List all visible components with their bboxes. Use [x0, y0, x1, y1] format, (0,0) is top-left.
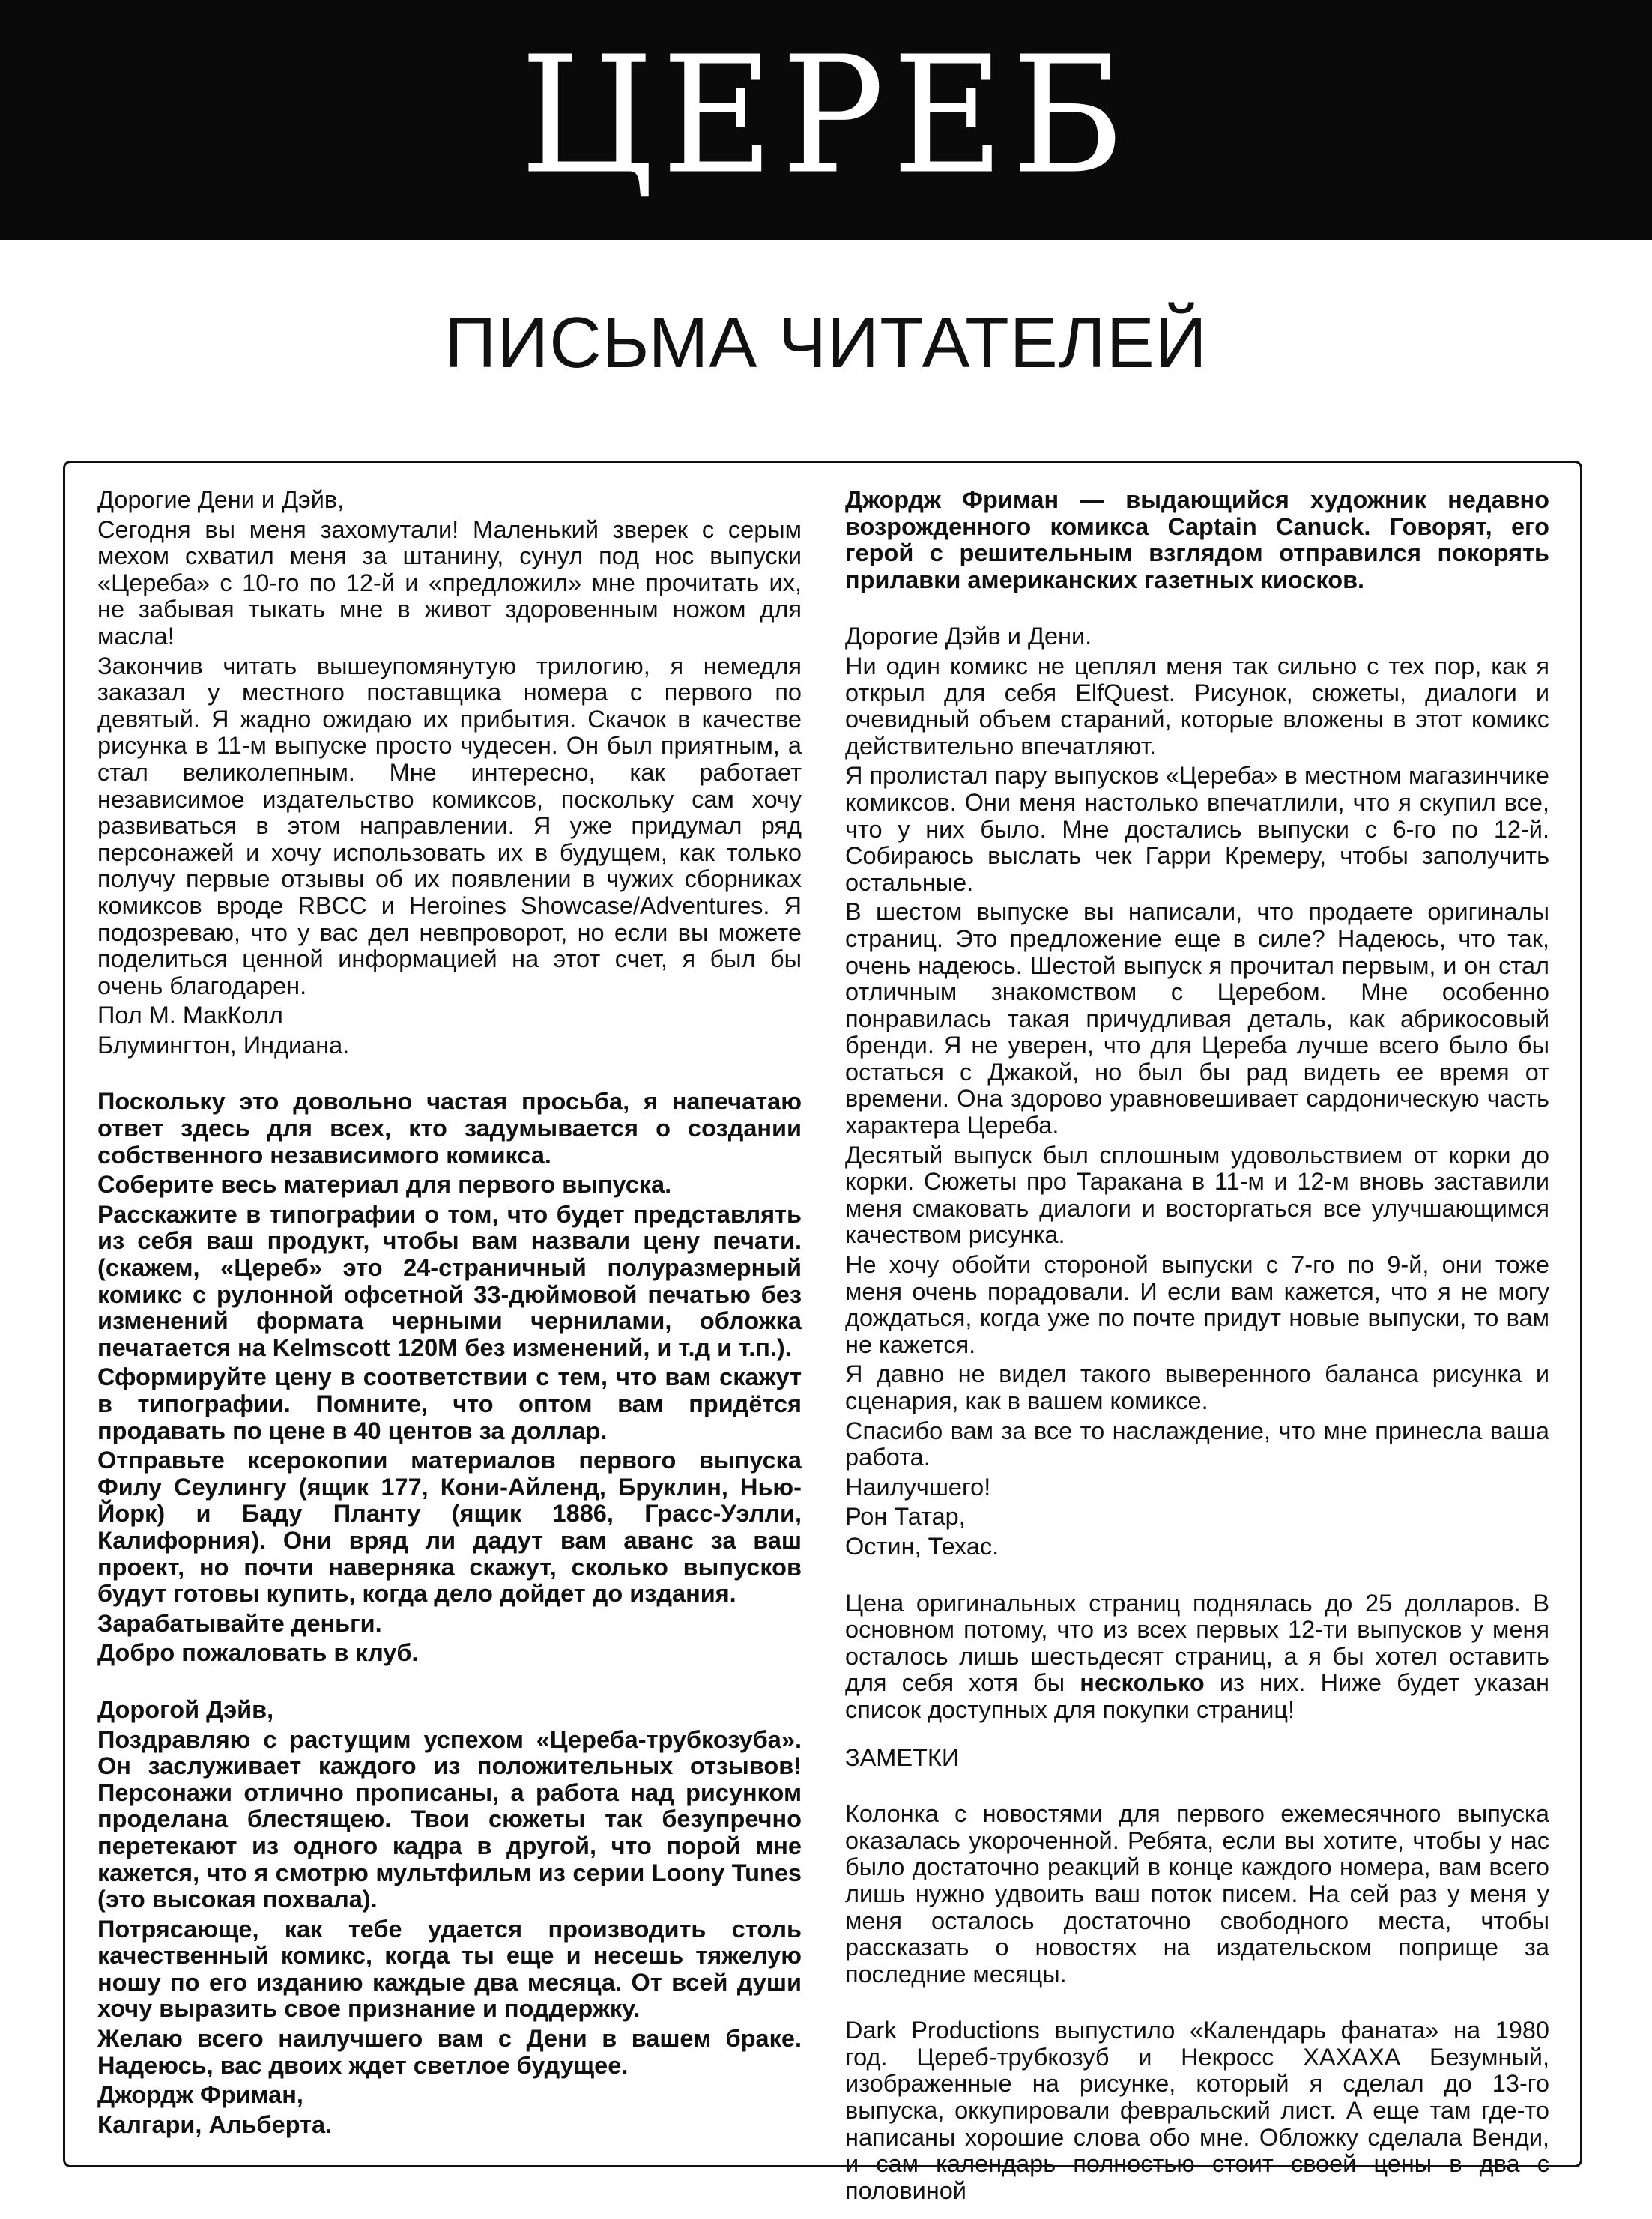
- letter-paragraph: Я давно не видел такого выверенного баланса рисунка и сценария, как в вашем комиксе.: [845, 1360, 1549, 1414]
- reply-text: Цена оригинальных страниц поднялась до 25 долларов. В основном потому, что из всех первых 12-ти выпусков у меня осталось лишь шестьдесят страниц, а я бы хотел оставить для себя хотя бы: [845, 1589, 1549, 1697]
- letter-paragraph: Закончив читать вышеупомянутую трилогию, я немедля заказал у местного поставщика номера с первого по девятый. Я жадно ожидаю их прибытия. Скачок в качестве рисунка в 11-м выпуске просто чудесен. Он был приятным, а стал великолепным. Мне интересно, как работает независимое издательство комиксов, поскольку сам хочу развиваться в этом направлении. Я уже придумал ряд персонажей и хочу использовать их в будущем, как только получу первые отзывы об их появлении в чужих сборниках комиксов вроде RBCC и Heroines Showcase/Adventures. Я подозреваю, что у вас дел невпроворот, но если вы можете поделиться ценной информацией на этот счет, я был бы очень благодарен.: [97, 652, 802, 999]
- letter-location: Калгари, Альберта.: [97, 2110, 333, 2138]
- letter-signature: Пол М. МакКолл: [97, 1002, 283, 1029]
- letter-closing: Наилучшего!: [845, 1473, 991, 1501]
- letter-paragraph: Потрясающе, как тебе удается производить столь качественный комикс, когда ты еще и несешь тяжелую ношу по его изданию каждые два месяца. От всей души хочу выразить свое признание и поддержку.: [97, 1915, 802, 2023]
- page-title: ПИСЬМА ЧИТАТЕЛЕЙ: [444, 303, 1208, 383]
- letter-paragraph: Желаю всего наилучшего вам с Дени в вашем браке. Надеюсь, вас двоих ждет светлое будущее.: [97, 2025, 802, 2079]
- reply-paragraph: Соберите весь материал для первого выпуска.: [97, 1171, 672, 1199]
- masthead: [0, 0, 1652, 240]
- notes-paragraph: Колонка с новостями для первого ежемесячного выпуска оказалась укороченной. Ребята, если вы хотите, чтобы у нас было достаточно реакций в конце каждого номера, вам всего лишь нужно удвоить ваш поток писем. На сей раз у меня у меня осталось достаточно свободного места, чтобы рассказать о новостях на издательском поприще за последние месяцы.: [845, 1800, 1549, 1988]
- letter-paragraph: Десятый выпуск был сплошным удовольствием от корки до корки. Сюжеты про Таракана в 11-м и 12-м вновь заставили меня смаковать диалоги и восторгаться все улучшающимся качеством рисунка.: [845, 1141, 1549, 1249]
- editor-note: Джордж Фриман — выдающийся художник недавно возрожденного комикса Captain Canuck. Говорят, его герой с решительным взглядом отправился покорять прилавки американских газетных киосков.: [845, 486, 1549, 593]
- reply-paragraph: Сформируйте цену в соответствии с тем, что вам скажут в типографии. Помните, что оптом вам придётся продавать по цене в 40 центов за доллар.: [97, 1363, 802, 1444]
- letter-paragraph: Сегодня вы меня захомутали! Маленький зверек с серым мехом схватил меня за штанину, сунул под нос выпуски «Цереба» с 10-го по 12-й и «предложил» мне прочитать их, не забывая тыкать мне в живот здоровенным ножом для масла!: [97, 515, 802, 650]
- reply-emphasis: несколько: [1080, 1669, 1205, 1697]
- letter-salutation: Дорогие Дэйв и Дени.: [845, 623, 1092, 650]
- reply-paragraph: Отправьте ксерокопии материалов первого выпуска Филу Сеулингу (ящик 177, Кони-Айленд, Бруклин, Нью-Йорк) и Баду Планту (ящик 1886, Грасс-Уэлли, Калифорния). Они вряд ли дадут вам аванс за ваш проект, но почти наверняка скажут, сколько выпусков будут готовы купить, когда дело дойдет до издания.: [97, 1447, 802, 1608]
- letter-location: Блумингтон, Индиана.: [97, 1031, 350, 1059]
- reply-paragraph: Добро пожаловать в клуб.: [97, 1639, 419, 1667]
- letter-salutation: Дорогой Дэйв,: [97, 1695, 274, 1723]
- right-column: [845, 487, 1549, 2207]
- letter-paragraph: Поздравляю с растущим успехом «Цереба-трубкозуба». Он заслуживает каждого из положительных отзывов! Персонажи отлично прописаны, а работа над рисунком проделана блестящею. Твои сюжеты так безупречно перетекают из одного кадра в другой, что порой мне кажется, что я смотрю мультфильм из серии Loony Tunes (это высокая похвала).: [97, 1725, 802, 1913]
- reply-paragraph: [845, 1590, 1549, 1724]
- letter-signature: Джордж Фриман,: [97, 2081, 303, 2109]
- letter-paragraph: Ни один комикс не цеплял меня так сильно с тех пор, как я открыл для себя ElfQuest. Рисунок, сюжеты, диалоги и очевидный объем стараний, которые вложены в этот комикс действительно впечатляют.: [845, 652, 1549, 760]
- letter-paragraph: В шестом выпуске вы написали, что продаете оригиналы страниц. Это предложение еще в силе? Надеюсь, что так, очень надеюсь. Шестой выпуск я прочитал первым, и он стал отличным знакомством с Церебом. Мне особенно понравилась такая причудливая деталь, как абрикосовый бренди. Я не уверен, что для Цереба лучше всего было бы остаться с Джакой, но был бы рад видеть ее время от времени. Она здорово уравновешивает сардоническую часть характера Цереба.: [845, 898, 1549, 1139]
- letter-signature: Рон Татар,: [845, 1503, 966, 1531]
- logo: ЦЕРЕБ: [520, 22, 1132, 210]
- reply-paragraph: Расскажите в типографии о том, что будет представлять из себя ваш продукт, чтобы вам назвали цену печати. (скажем, «Цереб» это 24-страничный полуразмерный комикс с рулонной офсетной 33-дюймовой печатью без изменений формата черными чернилами, обложка печатается на Kelmscott 120M без изменений, и т.д и т.п.).: [97, 1200, 802, 1361]
- notes-paragraph: Dark Productions выпустило «Календарь фаната» на 1980 год. Цереб-трубкозуб и Некросс ХАХАХА Безумный, изображенные на рисунке, который я сделал до 13-го выпуска, оккупировали февральский лист. А еще там где-то написаны хорошие слова обо мне. Обложку сделала Венди, и сам календарь полностью стоит своей цены в два с половиной: [845, 2017, 1549, 2204]
- reply-text: из них. Ниже будет указан список доступных для покупки страниц!: [845, 1669, 1549, 1723]
- reply-paragraph: Поскольку это довольно частая просьба, я напечатаю ответ здесь для всех, кто задумывается о создании собственного независимого комикса.: [97, 1088, 802, 1169]
- reply-paragraph: Зарабатывайте деньги.: [97, 1609, 382, 1637]
- left-column: [97, 487, 802, 2141]
- notes-heading: ЗАМЕТКИ: [845, 1743, 960, 1771]
- letter-location: Остин, Техас.: [845, 1532, 999, 1560]
- letter-paragraph: Спасибо вам за все то наслаждение, что мне принесла ваша работа.: [845, 1417, 1549, 1471]
- letter-salutation: Дорогие Дени и Дэйв,: [97, 486, 345, 513]
- letter-paragraph: Не хочу обойти стороной выпуски с 7-го по 9-й, они тоже меня очень порадовали. И если вам кажется, что я не могу дождаться, когда уже по почте придут новые выпуски, то вам не кажется.: [845, 1251, 1549, 1358]
- letter-paragraph: Я пролистал пару выпусков «Цереба» в местном магазинчике комиксов. Они меня настолько впечатлили, что я скупил все, что у них было. Мне достались выпуски с 6-го по 12-й. Собираюсь выслать чек Гарри Кремеру, чтобы заполучить остальные.: [845, 762, 1549, 896]
